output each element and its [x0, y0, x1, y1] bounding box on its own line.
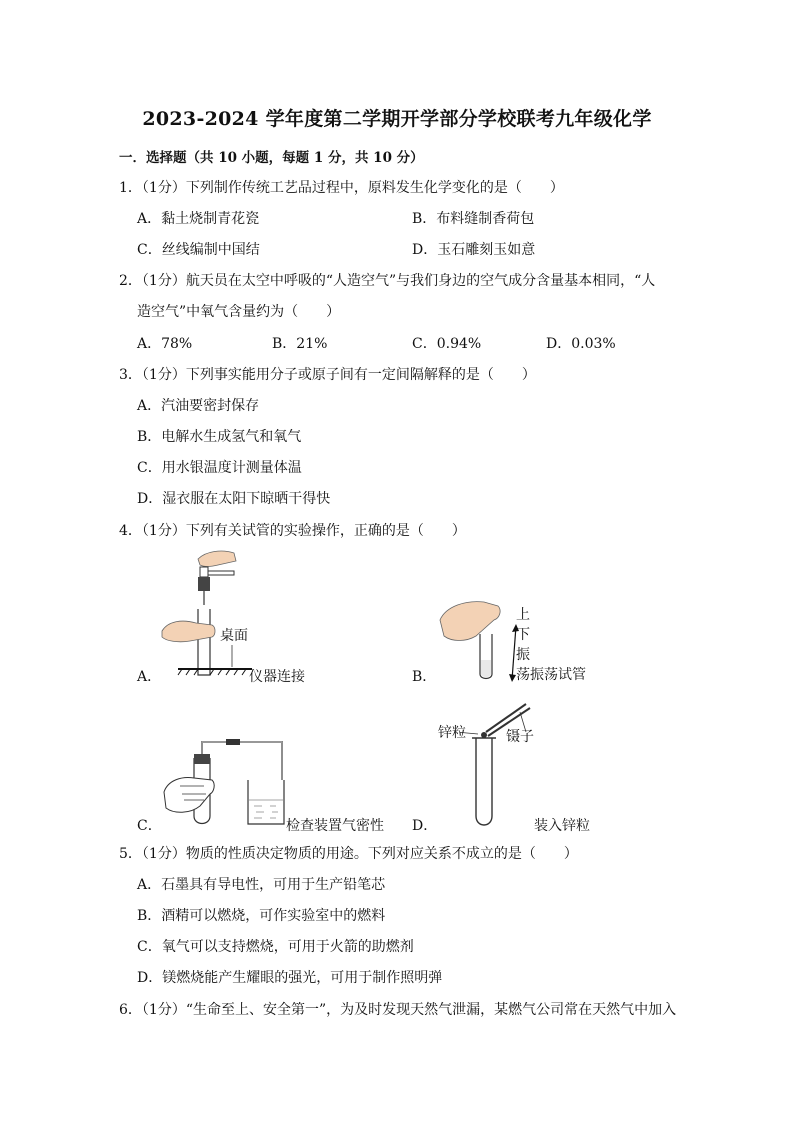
- figure-d-label-tweezers: 镊子: [506, 729, 534, 745]
- question-4-option-b[interactable]: B．: [412, 669, 437, 685]
- question-5-option-d[interactable]: D．镁燃烧能产生耀眼的强光，可用于制作照明弹: [137, 970, 443, 986]
- question-1-option-d[interactable]: D．玉石雕刻玉如意: [412, 242, 536, 258]
- question-2-option-d[interactable]: D．0.03%: [546, 336, 616, 352]
- figure-b-label-down: 下: [516, 627, 530, 643]
- question-5-option-c[interactable]: C．氧气可以支持燃烧，可用于火箭的助燃剂: [137, 939, 414, 955]
- question-2-option-b[interactable]: B．21%: [272, 336, 328, 352]
- figure-c-caption: 检查装置气密性: [286, 818, 384, 834]
- glass-tube-top: [200, 567, 208, 577]
- question-6-stem: 6．（1分）“生命至上、安全第一”，为及时发现天然气泄漏，某燃气公司常在天然气中加入: [119, 1002, 677, 1018]
- test-tube: [476, 738, 492, 825]
- question-1-option-a[interactable]: A．黏土烧制青花瓷: [137, 211, 260, 227]
- question-4-option-d[interactable]: D．: [412, 818, 438, 834]
- figure-c-beaker: [244, 774, 288, 830]
- question-3-stem: 3．（1分）下列事实能用分子或原子间有一定间隔解释的是（ ）: [119, 367, 536, 383]
- figure-b-label-zhen: 振: [516, 647, 530, 663]
- question-4-option-a[interactable]: A．: [137, 669, 162, 685]
- question-2-stem-line1: 2．（1分）航天员在太空中呼吸的“人造空气”与我们身边的空气成分含量基本相同，“人: [119, 273, 656, 289]
- question-4-option-c[interactable]: C．: [137, 818, 162, 834]
- figure-d-adding-zinc: [460, 692, 580, 832]
- question-5-option-a[interactable]: A．石墨具有导电性，可用于生产铅笔芯: [137, 877, 386, 893]
- hand-icon: [162, 621, 215, 642]
- question-1-option-c[interactable]: C．丝线编制中国结: [137, 242, 260, 258]
- question-3-option-d[interactable]: D．湿衣服在太阳下晾晒干得快: [137, 491, 331, 507]
- question-1-stem: 1．（1分）下列制作传统工艺品过程中，原料发生化学变化的是（ ）: [119, 180, 564, 196]
- figure-a-label-desk: 桌面: [220, 628, 248, 644]
- figure-b-caption: 振荡试管: [530, 667, 586, 683]
- test-tube: [198, 609, 210, 675]
- figure-a-instrument-connection: [160, 545, 320, 685]
- figure-a-caption: 仪器连接: [249, 669, 305, 685]
- section-heading: 一．选择题（共 10 小题，每题 1 分，共 10 分）: [119, 150, 424, 166]
- question-2-stem-line2: 造空气”中氧气含量约为（ ）: [137, 304, 341, 320]
- question-3-option-b[interactable]: B．电解水生成氢气和氧气: [137, 429, 302, 445]
- page-title: 2023-2024 学年度第二学期开学部分学校联考九年级化学: [142, 108, 652, 130]
- question-5-stem: 5．（1分）物质的性质决定物质的用途。下列对应关系不成立的是（ ）: [119, 846, 578, 862]
- figure-d-caption: 装入锌粒: [534, 818, 590, 834]
- figure-b-label-dang: 荡: [516, 667, 530, 683]
- figure-b-label-up: 上: [516, 607, 530, 623]
- figure-b-shaking-tube: [436, 596, 516, 686]
- question-4-stem: 4．（1分）下列有关试管的实验操作，正确的是（ ）: [119, 523, 466, 539]
- question-1-option-b[interactable]: B．布料缝制香荷包: [412, 211, 535, 227]
- question-3-option-c[interactable]: C．用水银温度计测量体温: [137, 460, 302, 476]
- question-5-option-b[interactable]: B．酒精可以燃烧，可作实验室中的燃料: [137, 908, 386, 924]
- rubber-stopper: [194, 754, 210, 764]
- question-2-option-c[interactable]: C．0.94%: [412, 336, 482, 352]
- figure-d-label-zinc: 锌粒: [438, 725, 466, 741]
- hand-top-icon: [198, 551, 236, 567]
- question-2-option-a[interactable]: A．78%: [137, 336, 193, 352]
- question-3-option-a[interactable]: A．汽油要密封保存: [137, 398, 260, 414]
- zinc-granule: [481, 732, 487, 738]
- rubber-stopper: [198, 577, 210, 591]
